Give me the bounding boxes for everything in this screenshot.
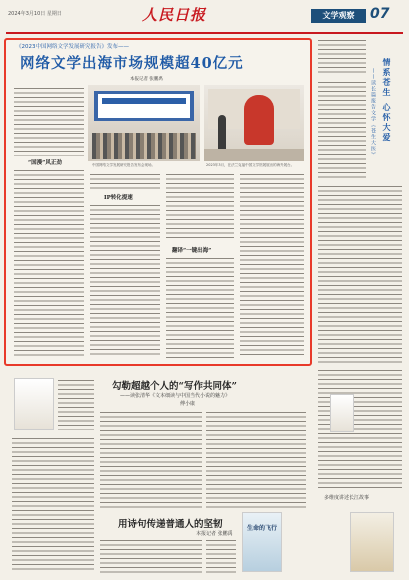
lower-text-col2 — [206, 410, 306, 510]
newspaper-logo: 人民日报 — [142, 6, 207, 24]
right-col-text-top — [318, 38, 366, 74]
body-text-col1-top — [14, 86, 84, 156]
issue-date: 2024年3月10日 星期日 — [8, 11, 62, 17]
photo-caption-right: 2023年3月，在法兰克福中国文学馆展展出的海外展台。 — [206, 163, 295, 167]
lower-headline-2: 用诗句传递普通人的坚韧 — [118, 519, 223, 530]
lower-author-1: 傅小康 — [180, 401, 196, 407]
body-text-col3 — [166, 256, 234, 358]
lower-subline-1: ——读张清华《文本细读与中国当代小说的魅力》 — [120, 393, 231, 399]
right-col-text-1 — [318, 80, 366, 180]
bottom-right-caption: 多维度讲述长江故事 — [324, 495, 370, 501]
subhead-2: IP转化提速 — [104, 195, 133, 201]
body-text-col3-top — [166, 172, 234, 240]
book-cover-changjiang — [350, 512, 394, 572]
section-badge: 文学观察 — [311, 9, 366, 23]
body-text-col1 — [14, 168, 84, 358]
lower-left-text-top — [58, 378, 94, 430]
body-text-col2-top — [90, 172, 160, 190]
photo-conference — [88, 85, 200, 161]
lower-text-col1 — [100, 410, 202, 510]
page-number: 07 — [370, 6, 390, 22]
right-col-subtitle: ——读长篇报告文学《苍生大医》 — [370, 68, 376, 158]
subhead-1: “国漫”风正劲 — [28, 160, 62, 166]
book-title: 生命的飞行 — [246, 525, 277, 532]
lower-author-2: 本报记者 张鹏禹 — [196, 531, 233, 537]
masthead-divider — [6, 32, 403, 34]
article-byline: 本报记者 张鹏禹 — [130, 77, 163, 82]
photo-caption-left: 中国网络文学发展研究报告发布会现场。 — [92, 163, 155, 167]
book-cover-right-top — [330, 394, 354, 432]
lower-text-col3 — [100, 538, 202, 576]
article-kicker: 《2023中国网络文学发展研究报告》发布—— — [16, 44, 129, 50]
subhead-3: 翻译“一键出海” — [172, 248, 212, 254]
article-headline: 网络文学出海市场规模超40亿元 — [20, 55, 244, 72]
photo-exhibition — [204, 85, 304, 161]
body-text-col4 — [240, 172, 304, 358]
lower-text-col4 — [206, 538, 236, 576]
lower-left-text — [12, 436, 94, 570]
book-cover-left — [14, 378, 54, 430]
right-col-text-2 — [318, 184, 402, 364]
body-text-col2 — [90, 203, 160, 358]
right-col-title: 情系苍生 心怀大爱 — [382, 58, 392, 143]
lower-headline-1: 勾勒超越个人的“写作共同体” — [112, 381, 237, 392]
book-cover-flight — [242, 512, 282, 572]
